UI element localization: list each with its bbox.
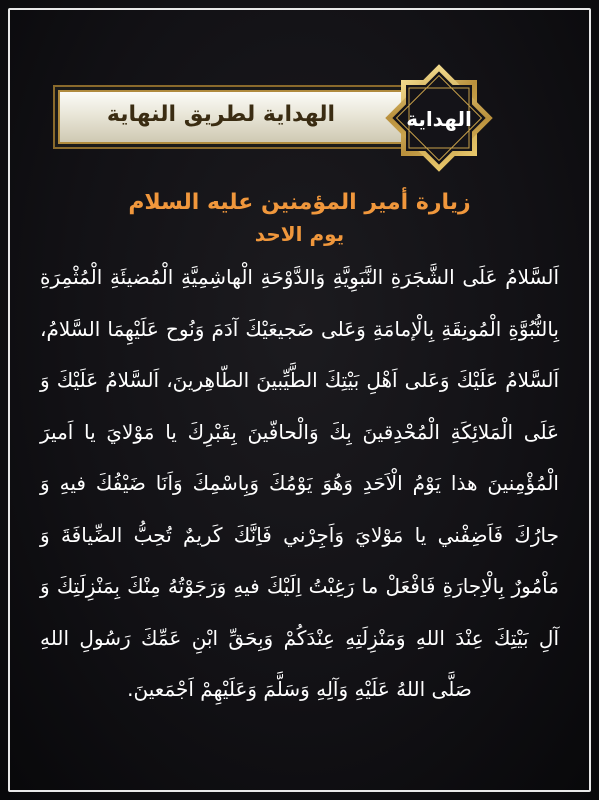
title-banner <box>58 90 412 144</box>
badge-text: الهداية <box>406 107 472 131</box>
prayer-text: اَلسَّلامُ عَلَى الشَّجَرَةِ النَّبَوِيَّةِ وَالدَّوْحَةِ الْهاشِمِيَّةِ الْمُضيئَةِ الْمُثْمِرَةِ بِالنُّبُوَّةِ الْمُونِقَةِ بِالْإمامَةِ وَعَلى ضَجيعَيْكَ آدَمَ وَنُوح عَلَيْهِمَا السَّلامُ، اَلسَّلامُ عَلَيْكَ وَعَلى اَهْلِ بَيْتِكَ الطَّيِّبينَ الطّاهِرينَ، اَلسَّلامُ عَلَيْكَ وَ عَلَى الْمَلائِكَةِ الْمُحْدِقينَ بِكَ وَالْحافّينَ بِقَبْرِكَ يا مَوْلايَ يا اَميرَ الْمُؤْمِنينَ هذا يَوْمُ الْاَحَدِ وَهُوَ يَوْمُكَ وَبِاسْمِكَ وَاَنَا ضَيْفُكَ فيهِ وَ جارُكَ فَاَضِفْني يا مَوْلايَ وَاَجِرْني فَاِنَّكَ كَريمٌ تُحِبُّ الضِّيافَةَ وَ مَاْمُورٌ بِالْاِجارَةِ فَافْعَلْ ما رَغِبْتُ اِلَيْكَ فيهِ وَرَجَوْتُهُ مِنْكَ بِمَنْزِلَتِكَ وَ آلِ بَيْتِكَ عِنْدَ اللهِ وَمَنْزِلَتِهِ عِنْدَكُمْ وَبِحَقِّ ابْنِ عَمِّكَ رَسُولِ اللهِ صَلَّى اللهُ عَلَيْهِ وَآلِهِ وَسَلَّمَ وَعَلَيْهِمْ اَجْمَعينَ. <box>40 265 559 701</box>
page-title: زيارة أمير المؤمنين عليه السلام <box>128 190 471 215</box>
star-badge-logo <box>385 64 493 172</box>
banner-title: الهداية لطريق النهاية <box>106 102 336 127</box>
page-subtitle: يوم الاحد <box>254 222 345 246</box>
